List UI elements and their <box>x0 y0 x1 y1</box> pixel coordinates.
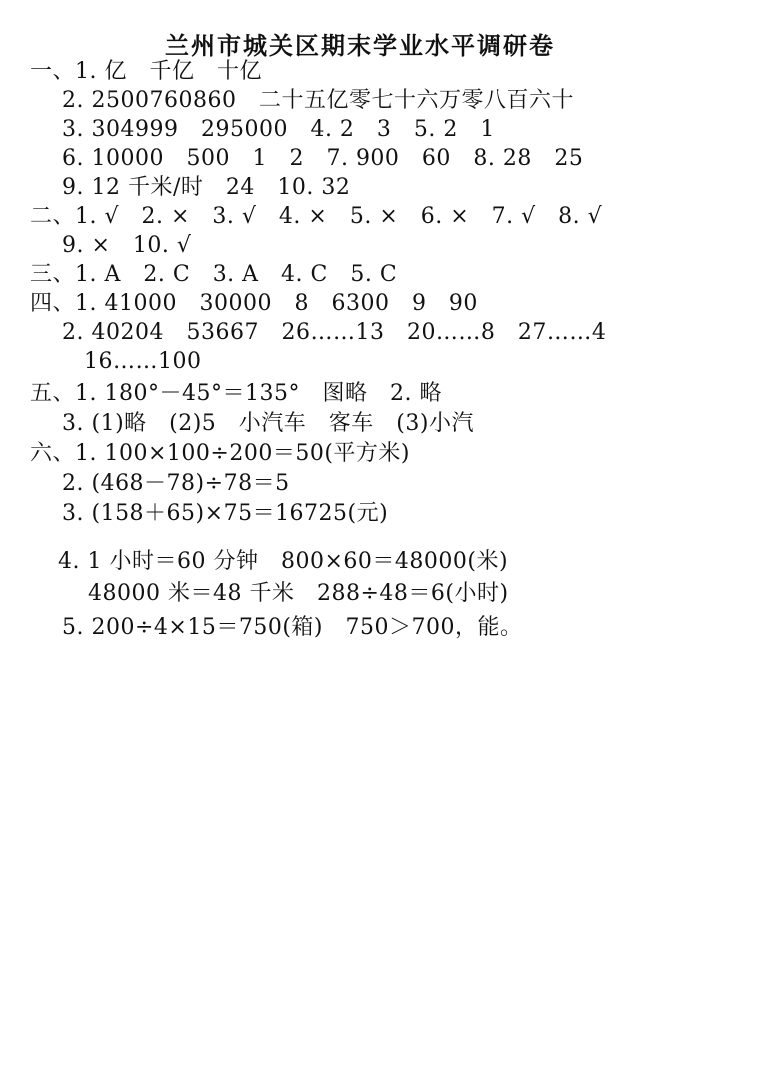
answer-line-1-1: 一、1. 亿 千亿 十亿 <box>30 59 262 84</box>
answer-line-6-4: 4. 1 小时＝60 分钟 800×60＝48000(米) <box>58 549 509 574</box>
answer-line-1-6: 6. 10000 500 1 2 7. 900 60 8. 28 25 <box>62 146 584 171</box>
answer-line-5-3: 3. (1)略 (2)5 小汽车 客车 (3)小汽 <box>62 411 474 436</box>
page-title: 兰州市城关区期末学业水平调研卷 <box>165 32 555 60</box>
answer-line-6-4-cont: 48000 米＝48 千米 288÷48＝6(小时) <box>88 581 509 606</box>
answer-line-4-1: 四、1. 41000 30000 8 6300 9 90 <box>30 291 478 316</box>
answer-line-6-1: 六、1. 100×100÷200＝50(平方米) <box>30 441 410 466</box>
answer-line-6-2: 2. (468－78)÷78＝5 <box>62 471 290 496</box>
answer-line-1-3: 3. 304999 295000 4. 2 3 5. 2 1 <box>62 117 495 142</box>
answer-line-4-2: 2. 40204 53667 26……13 20……8 27……4 <box>62 320 607 345</box>
answer-line-2-9: 9. × 10. √ <box>62 233 192 258</box>
answer-line-6-3: 3. (158＋65)×75＝16725(元) <box>62 501 389 526</box>
answer-line-5-1: 五、1. 180°－45°＝135° 图略 2. 略 <box>30 381 442 406</box>
answer-line-3-1: 三、1. A 2. C 3. A 4. C 5. C <box>30 262 398 287</box>
answer-line-4-2-cont: 16……100 <box>84 349 202 374</box>
answer-line-1-2: 2. 2500760860 二十五亿零七十六万零八百六十 <box>62 88 574 113</box>
answer-line-2-1: 二、1. √ 2. × 3. √ 4. × 5. × 6. × 7. √ 8. √ <box>30 204 603 229</box>
answer-line-1-9: 9. 12 千米/时 24 10. 32 <box>62 175 351 200</box>
answer-line-6-5: 5. 200÷4×15＝750(箱) 750＞700，能。 <box>62 615 523 640</box>
